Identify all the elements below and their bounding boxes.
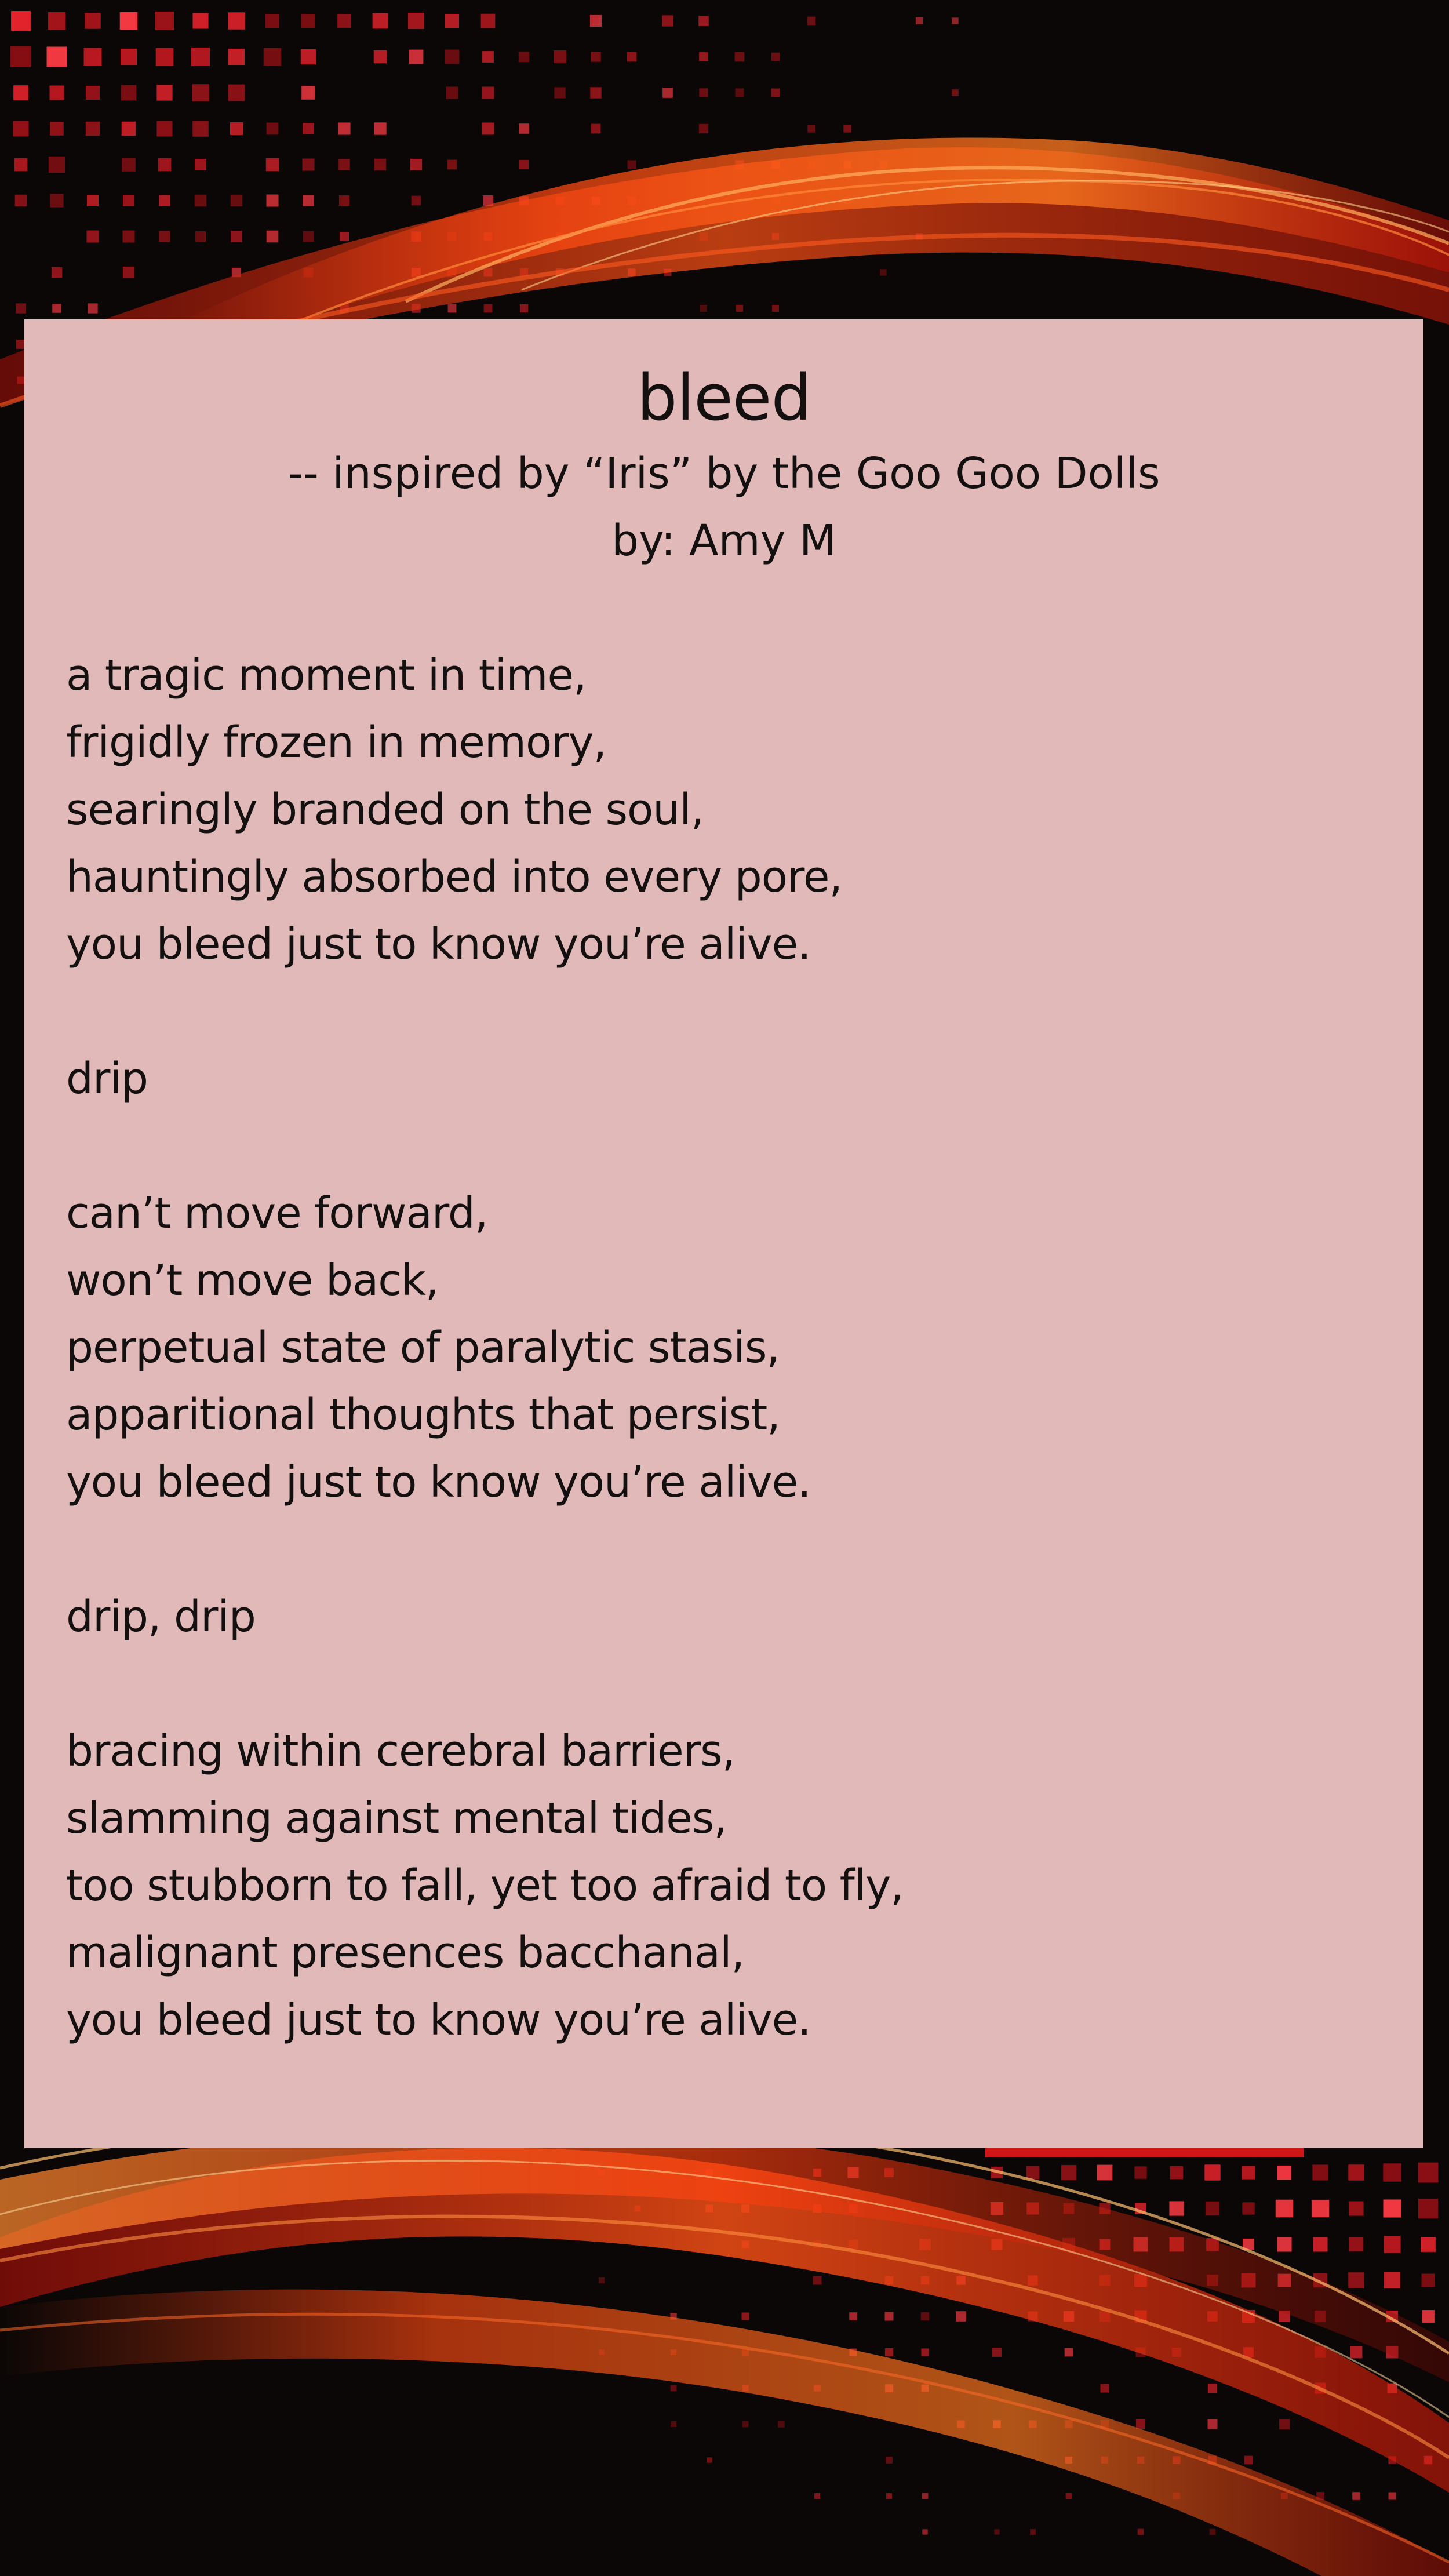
decor-dot — [952, 89, 959, 96]
decor-dot — [778, 2421, 785, 2428]
stanza — [66, 1045, 1382, 1112]
decor-dot — [627, 52, 637, 62]
decor-dot — [699, 88, 708, 97]
decor-dot — [265, 14, 279, 28]
poem-subtitle: -- inspired by “Iris” by the Goo Goo Dolls — [287, 449, 1160, 499]
decor-dot — [1097, 2165, 1113, 2181]
decor-dot — [159, 231, 170, 242]
decor-dot — [1204, 2164, 1220, 2180]
decor-dot — [1383, 2199, 1401, 2217]
decor-dot — [301, 14, 315, 28]
decor-dot — [231, 195, 242, 206]
decor-dot — [11, 11, 31, 31]
decor-dot — [1349, 2237, 1363, 2251]
decor-dot — [228, 49, 245, 65]
decor-dot — [1383, 2163, 1401, 2181]
decor-dot — [409, 50, 424, 64]
decor-dot — [880, 269, 886, 275]
decor-dot — [519, 160, 529, 169]
decor-dot — [482, 51, 494, 63]
decor-dot — [13, 85, 28, 100]
decor-dot — [662, 15, 673, 26]
decor-dot — [303, 231, 314, 242]
poem-line: frigidly frozen in memory, — [66, 718, 607, 767]
decor-dot — [735, 52, 745, 62]
decor-dot — [1422, 2274, 1435, 2287]
decor-dot — [14, 158, 27, 171]
decor-dot — [301, 49, 316, 64]
decor-dot — [1418, 2199, 1438, 2218]
decor-dot — [1384, 2272, 1400, 2288]
decor-dot — [481, 14, 496, 28]
decor-dot — [1169, 2201, 1184, 2215]
decor-dot — [123, 195, 134, 206]
poem-line: apparitional thoughts that persist, — [66, 1390, 780, 1440]
decor-dot — [554, 87, 565, 98]
decor-dot — [1312, 2200, 1329, 2217]
poem-card — [24, 319, 1423, 2148]
decor-dot — [707, 2457, 712, 2462]
decor-dot — [1100, 2384, 1109, 2392]
decor-dot — [16, 303, 26, 313]
decor-dot — [849, 2312, 857, 2320]
decor-dot — [159, 195, 170, 206]
stanza-gap — [66, 1516, 1382, 1583]
decor-dot — [156, 48, 174, 66]
decor-dot — [1389, 2493, 1396, 2500]
poem-line: hauntingly absorbed into every pore, — [66, 852, 842, 902]
decor-dot — [155, 12, 174, 30]
stanza-gap — [66, 978, 1382, 1045]
decor-dot — [192, 13, 208, 28]
decor-dot — [10, 46, 31, 67]
poem-line: slamming against mental tides, — [66, 1793, 727, 1843]
decor-dot — [123, 267, 134, 278]
decor-dot — [374, 159, 386, 170]
decor-dot — [1350, 2346, 1363, 2359]
poem-line: drip — [66, 1054, 148, 1104]
decor-dot — [1242, 2202, 1254, 2214]
decor-dot — [1276, 2200, 1294, 2218]
decor-dot — [374, 122, 386, 134]
stanza-gap — [66, 1112, 1382, 1180]
stanza — [66, 1583, 1382, 1650]
decor-dot — [813, 2276, 821, 2284]
decor-dot — [921, 2348, 929, 2356]
decor-dot — [445, 50, 460, 64]
decor-dot — [1312, 2164, 1328, 2180]
decor-dot — [916, 17, 923, 24]
decor-dot — [158, 158, 171, 171]
decor-dot — [771, 89, 780, 97]
decor-dot — [87, 195, 99, 206]
poem-line: you bleed just to know you’re alive. — [66, 1457, 811, 1507]
decor-dot — [1349, 2201, 1363, 2215]
decor-dot — [230, 122, 243, 135]
poem-line: you bleed just to know you’re alive. — [66, 919, 811, 969]
decor-dot — [814, 2493, 820, 2499]
decor-dot — [264, 48, 281, 66]
decor-dot — [408, 13, 424, 29]
decor-dot — [591, 124, 601, 134]
decor-dot — [446, 87, 458, 99]
poem-body — [66, 642, 1382, 2054]
decor-dot — [448, 304, 457, 313]
decor-dot — [671, 2421, 676, 2427]
decor-dot — [1348, 2164, 1364, 2180]
poem-line: drip, drip — [66, 1592, 256, 1642]
decor-dot — [1134, 2166, 1146, 2178]
decor-dot — [339, 195, 349, 206]
decor-dot — [1170, 2166, 1183, 2179]
decor-dot — [482, 123, 494, 135]
decor-dot — [337, 14, 351, 28]
decor-dot — [1030, 2529, 1036, 2535]
decor-dot — [412, 196, 421, 206]
decor-dot — [1348, 2272, 1364, 2288]
decor-dot — [338, 122, 350, 134]
poem-line: searingly branded on the soul, — [66, 785, 704, 835]
decor-dot — [1418, 2163, 1439, 2183]
decor-dot — [191, 48, 210, 66]
decor-dot — [47, 47, 67, 67]
poem-line: perpetual state of paralytic stasis, — [66, 1323, 780, 1373]
decor-dot — [1208, 2419, 1218, 2429]
poem-title: bleed — [636, 361, 811, 435]
decor-dot — [48, 12, 65, 30]
decor-dot — [52, 304, 61, 313]
decor-dot — [50, 86, 64, 100]
decor-dot — [50, 194, 63, 207]
decor-dot — [1065, 2348, 1073, 2357]
decor-dot — [120, 12, 137, 30]
decor-dot — [52, 267, 62, 278]
poem-byline: by: Amy M — [611, 516, 836, 566]
bottom-waves — [0, 2116, 1449, 2576]
decor-dot — [699, 124, 708, 133]
decor-dot — [192, 84, 209, 101]
poem-line: bracing within cerebral barriers, — [66, 1726, 736, 1776]
decor-dot — [741, 2312, 749, 2320]
decor-dot — [994, 2529, 999, 2534]
decor-dot — [267, 123, 279, 135]
decor-dot — [85, 13, 101, 29]
decor-dot — [267, 231, 279, 243]
decor-dot — [956, 2311, 966, 2322]
decor-dot — [843, 125, 851, 132]
poem-line: malignant presences bacchanal, — [66, 1928, 745, 1978]
decor-dot — [735, 88, 744, 97]
decor-dot — [1352, 2492, 1360, 2500]
decor-dot — [231, 231, 242, 242]
decor-dot — [1210, 2529, 1215, 2535]
decor-dot — [1421, 2237, 1436, 2252]
decor-dot — [519, 123, 529, 134]
decor-dot — [590, 87, 601, 98]
decor-dot — [886, 2457, 893, 2464]
decor-dot — [772, 305, 779, 312]
poem-line: won’t move back, — [66, 1256, 439, 1305]
decor-dot — [952, 17, 958, 24]
decor-dot — [445, 14, 459, 28]
decor-dot — [590, 15, 602, 27]
decor-dot — [807, 17, 816, 26]
decor-dot — [1313, 2237, 1328, 2252]
decor-dot — [698, 16, 709, 26]
decor-dot — [1422, 2310, 1435, 2323]
decor-dot — [86, 230, 99, 242]
decor-dot — [192, 121, 208, 136]
decor-dot — [671, 2385, 677, 2392]
decor-dot — [195, 231, 206, 242]
decor-dot — [49, 157, 65, 173]
decor-dot — [447, 160, 457, 170]
decor-dot — [736, 305, 743, 312]
decor-dot — [303, 123, 314, 134]
decor-dot — [122, 122, 136, 136]
decor-dot — [1026, 2166, 1040, 2180]
decor-dot — [301, 86, 315, 100]
decor-dot — [228, 85, 245, 101]
poem-line: a tragic moment in time, — [66, 650, 587, 700]
decor-dot — [410, 159, 422, 170]
decor-dot — [88, 303, 97, 313]
decor-dot — [122, 158, 136, 172]
decor-dot — [1061, 2165, 1076, 2180]
decor-dot — [1206, 2202, 1219, 2215]
decor-dot — [266, 158, 279, 171]
poem-line: can’t move forward, — [66, 1188, 488, 1238]
decor-dot — [1242, 2166, 1255, 2179]
poem-line: you bleed just to know you’re alive. — [66, 1995, 811, 2045]
decor-dot — [15, 195, 27, 207]
decor-dot — [195, 159, 206, 170]
decor-dot — [1136, 2419, 1145, 2429]
decor-dot — [482, 87, 494, 99]
decor-dot — [228, 12, 245, 29]
decor-dot — [373, 13, 388, 29]
decor-dot — [599, 2277, 605, 2283]
decor-dot — [1244, 2456, 1253, 2465]
decor-dot — [156, 121, 172, 136]
decor-dot — [922, 2529, 927, 2534]
decor-dot — [1208, 2384, 1217, 2393]
decor-dot — [699, 52, 708, 61]
decor-dot — [50, 122, 64, 136]
decor-dot — [121, 85, 137, 101]
decor-dot — [519, 52, 529, 62]
decor-dot — [627, 160, 636, 169]
decor-dot — [303, 195, 314, 206]
decor-dot — [1279, 2419, 1290, 2429]
decor-dot — [1066, 2493, 1072, 2499]
decor-dot — [700, 305, 707, 312]
decor-dot — [374, 50, 387, 63]
decor-dot — [662, 88, 673, 98]
stanza — [66, 1718, 1382, 2054]
stanza — [66, 1180, 1382, 1516]
decor-dot — [121, 49, 137, 65]
decor-dot — [591, 52, 600, 61]
decor-dot — [123, 231, 135, 243]
decor-dot — [13, 121, 28, 136]
decor-dot — [807, 125, 815, 132]
decor-dot — [303, 159, 315, 171]
decor-dot — [922, 2493, 929, 2499]
decor-dot — [84, 48, 102, 66]
decor-dot — [554, 50, 566, 63]
decor-dot — [340, 232, 349, 241]
decor-dot — [771, 53, 780, 61]
decor-dot — [338, 159, 350, 170]
decor-dot — [86, 86, 100, 100]
decor-dot — [921, 2312, 929, 2320]
decor-dot — [195, 195, 207, 207]
poem-line: too stubborn to fall, yet too afraid to fly, — [66, 1861, 904, 1911]
decor-dot — [484, 304, 493, 313]
decor-dot — [156, 85, 172, 100]
decor-dot — [1384, 2236, 1400, 2253]
decor-dot — [1277, 2237, 1291, 2251]
decor-dot — [520, 304, 528, 312]
decor-dot — [266, 194, 278, 206]
stanza — [66, 642, 1382, 978]
decor-dot — [742, 2421, 749, 2428]
decor-dot — [1138, 2529, 1144, 2535]
decor-dot — [885, 2312, 894, 2321]
stanza-gap — [66, 1650, 1382, 1718]
decor-dot — [992, 2348, 1002, 2357]
decor-dot — [86, 122, 100, 136]
decor-dot — [885, 2348, 893, 2356]
decor-dot — [886, 2493, 892, 2499]
decor-dot — [1277, 2166, 1291, 2180]
